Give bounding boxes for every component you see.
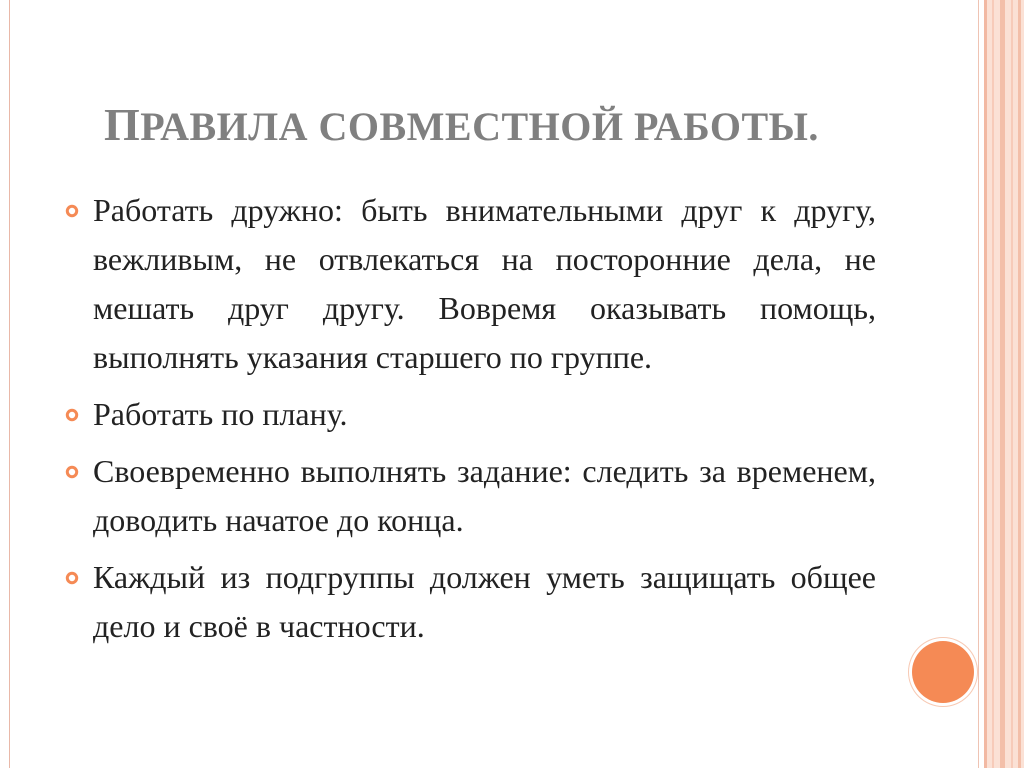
right-decorative-band [984, 0, 1024, 768]
bullet-list [64, 186, 876, 659]
decorative-circle [912, 641, 974, 703]
ring-bullet-icon [65, 204, 79, 218]
bullet-item [64, 447, 876, 545]
slide-title: ПРАВИЛА СОВМЕСТНОЙ РАБОТЫ. [104, 99, 819, 150]
ring-bullet-icon [65, 465, 79, 479]
ring-bullet-icon [65, 408, 79, 422]
bullet-text: Каждый из подгруппы должен уметь защищать общее дело и своё в частности. [93, 559, 876, 644]
bullet-item [64, 186, 876, 382]
bullet-item [64, 390, 876, 439]
ring-bullet-icon [65, 571, 79, 585]
left-frame-line [9, 0, 10, 768]
right-frame-line [978, 0, 979, 768]
bullet-text: Своевременно выполнять задание: следить за временем, доводить начатое до конца. [93, 453, 876, 538]
bullet-text: Работать по плану. [93, 396, 348, 432]
bullet-text: Работать дружно: быть внимательными друг к другу, вежливым, не отвлекаться на посторонние дела, не мешать друг другу. Вовремя оказывать помощь, выполнять указания старшего по группе. [93, 192, 876, 375]
bullet-item [64, 553, 876, 651]
